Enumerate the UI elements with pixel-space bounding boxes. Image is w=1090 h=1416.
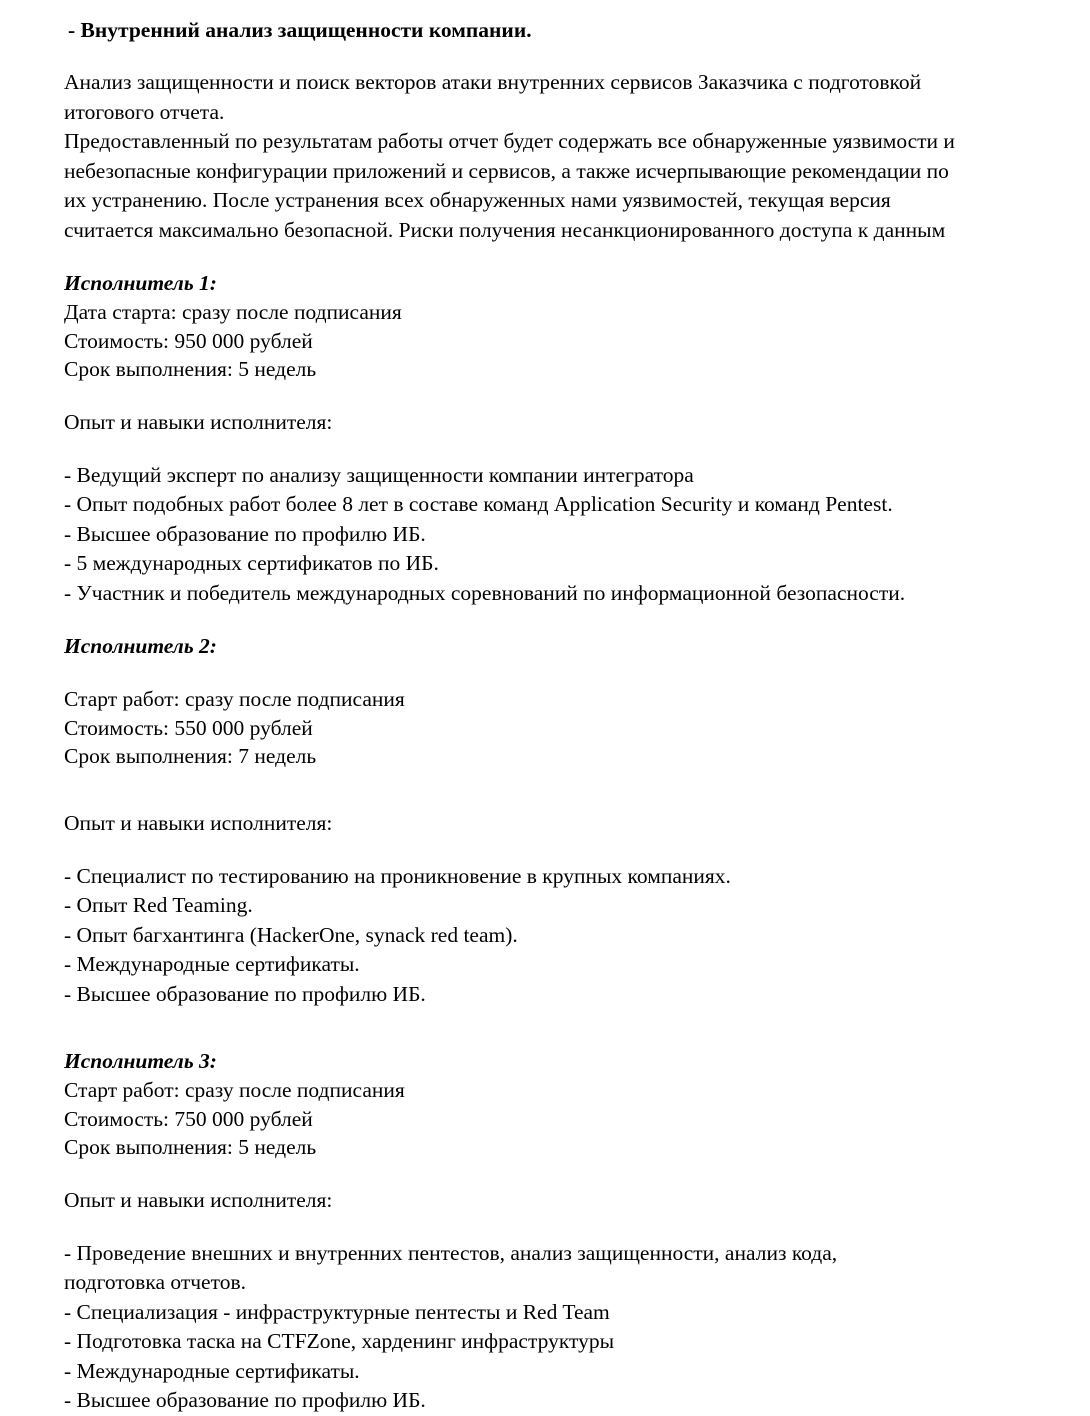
spacer <box>64 44 1050 68</box>
experience-label: Опыт и навыки исполнителя: <box>64 810 333 835</box>
list-item-line: - Специализация - инфраструктурные пентесты и Red Team <box>64 1299 610 1324</box>
list-item-line: - Ведущий эксперт по анализу защищенности компании интегратора <box>64 462 694 487</box>
spacer <box>64 1162 1050 1186</box>
intro-line: их устранению. После устранения всех обнаруженных нами уязвимостей, текущая версия <box>64 188 891 212</box>
list-item-line: - Опыт подобных работ более 8 лет в составе команд Application Security и команд Pentest. <box>64 492 893 516</box>
list-item-line: - Высшее образование по профилю ИБ. <box>64 521 426 546</box>
page-title: - Внутренний анализ защищенности компании. <box>68 18 532 42</box>
skills-list <box>64 461 1050 609</box>
list-item-line: - Подготовка таска на CTFZone, харденинг инфраструктуры <box>64 1329 615 1353</box>
skills-list <box>64 862 1050 1010</box>
list-item-line: - 5 международных сертификатов по ИБ. <box>64 551 439 575</box>
performer-duration: Срок выполнения: 7 недель <box>64 744 317 768</box>
list-item-line: - Специалист по тестированию на проникновение в крупных компаниях. <box>64 863 731 888</box>
performer-start-date: Дата старта: сразу после подписания <box>64 300 402 324</box>
list-item <box>64 579 1050 609</box>
performer-cost: Стоимость: 950 000 рублей <box>64 328 313 353</box>
performer-cost: Стоимость: 750 000 рублей <box>64 1106 313 1131</box>
list-item <box>64 461 1050 491</box>
intro-paragraph <box>64 68 1050 245</box>
skills-list <box>64 1239 1050 1416</box>
list-item-line: - Опыт Red Teaming. <box>64 893 253 917</box>
intro-line: Предоставленный по результатам работы отчет будет содержать все обнаруженные уязвимости и <box>64 129 955 153</box>
list-item <box>64 520 1050 550</box>
spacer <box>64 437 1050 461</box>
performer-start-date: Старт работ: сразу после подписания <box>64 1078 405 1102</box>
list-item-line: - Международные сертификаты. <box>64 1358 360 1383</box>
performer-cost: Стоимость: 550 000 рублей <box>64 715 313 740</box>
performer-section-2 <box>64 632 1050 1009</box>
intro-line: Анализ защищенности и поиск векторов атаки внутренних сервисов Заказчика с подготовкой <box>64 70 922 94</box>
list-item <box>64 490 1050 520</box>
list-item <box>64 1327 1050 1357</box>
experience-label: Опыт и навыки исполнителя: <box>64 409 333 434</box>
spacer <box>64 661 1050 685</box>
performer-section-1 <box>64 269 1050 608</box>
list-item-line: - Международные сертификаты. <box>64 952 360 976</box>
list-item <box>64 862 1050 892</box>
list-item <box>64 549 1050 579</box>
performer-title: Исполнитель 2: <box>64 634 217 658</box>
spacer <box>64 1215 1050 1239</box>
list-item <box>64 1357 1050 1387</box>
list-item <box>64 921 1050 951</box>
intro-line: считается максимально безопасной. Риски получения несанкционированного доступа к данным <box>64 217 946 242</box>
list-item-line: - Высшее образование по профилю ИБ. <box>64 981 426 1006</box>
performer-duration: Срок выполнения: 5 недель <box>64 357 317 381</box>
list-item <box>64 980 1050 1010</box>
list-item <box>64 891 1050 921</box>
list-item-line: - Проведение внешних и внутренних пентестов, анализ защищенности, анализ кода, <box>64 1240 838 1265</box>
spacer <box>64 771 1050 809</box>
performer-section-3 <box>64 1047 1050 1416</box>
list-item-line: - Участник и победитель международных соревнований по информационной безопасности. <box>64 580 906 605</box>
list-item-line: - Опыт багхантинга (HackerOne, synack red team). <box>64 922 518 947</box>
list-item <box>64 1239 1050 1298</box>
performer-duration: Срок выполнения: 5 недель <box>64 1135 317 1159</box>
list-item <box>64 950 1050 980</box>
performer-title: Исполнитель 3: <box>64 1049 217 1073</box>
performer-title: Исполнитель 1: <box>64 271 217 295</box>
spacer <box>64 838 1050 862</box>
performer-start-date: Старт работ: сразу после подписания <box>64 687 405 711</box>
experience-label: Опыт и навыки исполнителя: <box>64 1187 333 1212</box>
list-item <box>64 1298 1050 1328</box>
list-item <box>64 1386 1050 1416</box>
list-item-line: подготовка отчетов. <box>64 1270 246 1294</box>
intro-line: небезопасные конфигурации приложений и сервисов, а также исчерпывающие рекомендации по <box>64 158 949 183</box>
list-item-line: - Высшее образование по профилю ИБ. <box>64 1388 426 1412</box>
spacer <box>64 245 1050 269</box>
spacer <box>64 384 1050 408</box>
spacer <box>64 1009 1050 1047</box>
spacer <box>64 608 1050 632</box>
intro-line: итогового отчета. <box>64 99 225 124</box>
